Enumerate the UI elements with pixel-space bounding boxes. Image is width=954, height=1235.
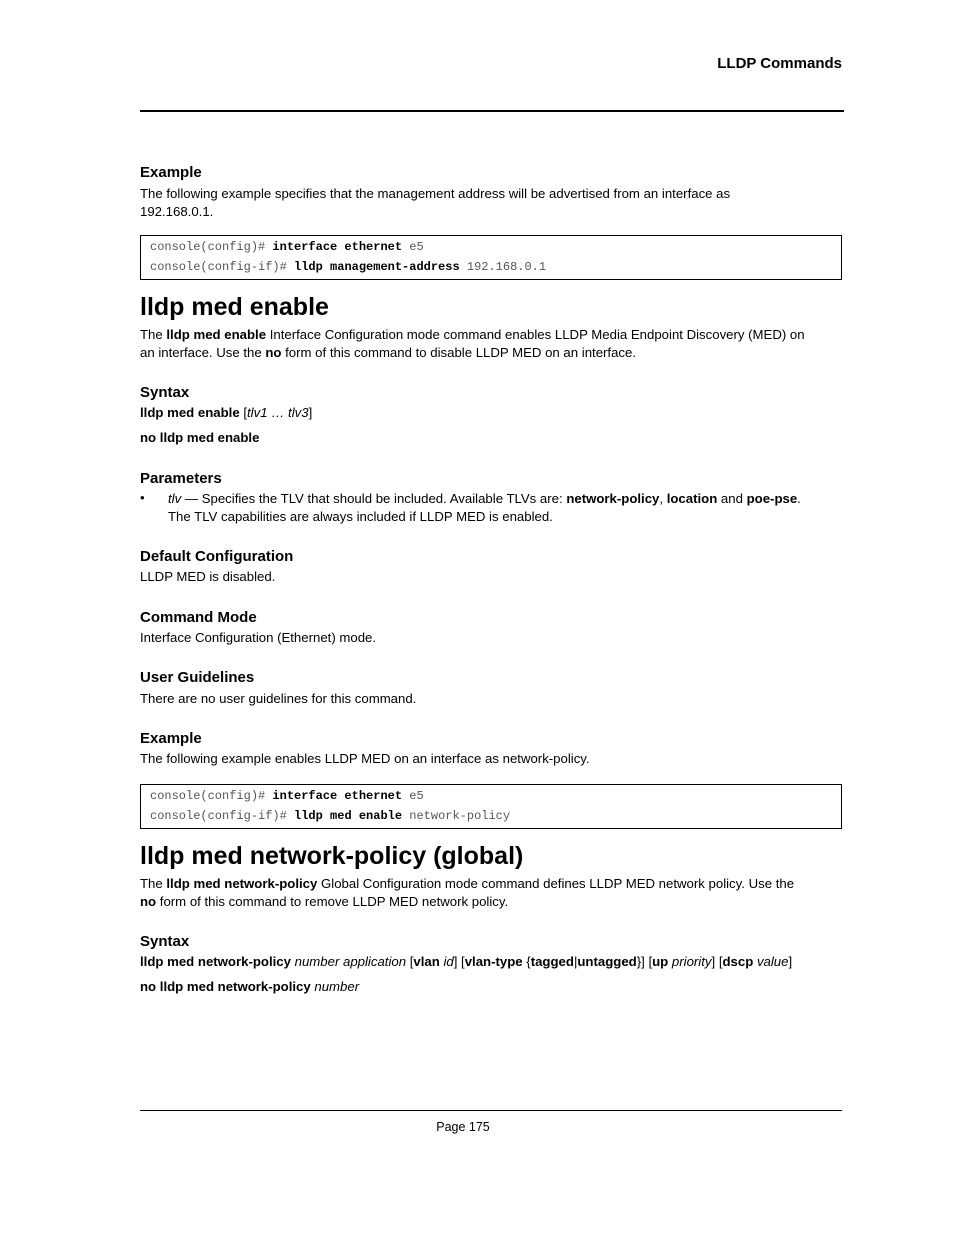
- intro-text: The: [140, 327, 167, 342]
- syntax-line: [140, 978, 842, 996]
- syntax-sep: [: [406, 954, 414, 969]
- intro-line2: [140, 344, 842, 362]
- syntax-arg: id: [443, 954, 454, 969]
- parameter-value: location: [666, 491, 718, 506]
- example-heading: Example: [140, 164, 202, 181]
- syntax-keyword: untagged: [577, 954, 637, 969]
- intro-bold: lldp med enable: [166, 327, 267, 342]
- syntax-command: no lldp med network-policy: [140, 979, 311, 994]
- syntax-sep: ] [: [711, 954, 723, 969]
- syntax-keyword: vlan: [413, 954, 440, 969]
- intro-paragraph: [140, 326, 842, 361]
- intro-line2: [140, 893, 842, 911]
- parameter-text: — Specifies the TLV that should be included. Available TLVs are:: [181, 491, 567, 506]
- footer-rule: [140, 1110, 842, 1111]
- syntax-line: [140, 404, 842, 422]
- header-rule: [140, 110, 844, 112]
- page-number: Page 175: [436, 1120, 490, 1134]
- code-prompt: console(config)#: [150, 240, 266, 254]
- syntax-ellipsis: …: [267, 405, 289, 420]
- guidelines-heading: User Guidelines: [140, 669, 255, 686]
- section-title: lldp med enable: [140, 293, 329, 321]
- intro-line1: [140, 326, 842, 344]
- syntax-sep: |: [573, 954, 578, 969]
- code-argument: e5: [409, 240, 424, 254]
- parameter-item: [168, 490, 848, 525]
- bullet-marker: •: [140, 490, 145, 505]
- code-argument: network-policy: [409, 809, 511, 823]
- code-command: lldp management-address: [294, 260, 460, 274]
- syntax-arg: number: [314, 979, 360, 994]
- intro-bold: lldp med network-policy: [166, 876, 318, 891]
- code-line: [150, 240, 424, 254]
- parameter-text: .: [797, 491, 801, 506]
- running-header: LLDP Commands: [717, 55, 842, 72]
- syntax-sep: ]: [788, 954, 793, 969]
- parameter-value: network-policy: [566, 491, 660, 506]
- example-heading: Example: [140, 730, 202, 747]
- parameter-line1: [168, 490, 848, 508]
- default-text: LLDP MED is disabled.: [140, 569, 276, 584]
- syntax-arg: number application: [294, 954, 407, 969]
- parameter-value: poe-pse: [746, 491, 798, 506]
- code-prompt: console(config)#: [150, 789, 266, 803]
- syntax-arg: tlv3: [288, 405, 309, 420]
- intro-text: form of this command to disable LLDP MED on an interface.: [281, 344, 637, 360]
- syntax-sep: }] [: [636, 954, 653, 969]
- syntax-arg: priority: [671, 954, 712, 969]
- example-text: The following example enables LLDP MED on an interface as network-policy.: [140, 751, 590, 766]
- syntax-bracket: ]: [308, 405, 313, 420]
- syntax-command: lldp med network-policy: [140, 954, 291, 969]
- code-line: [150, 809, 510, 823]
- example-text-line2: 192.168.0.1.: [140, 203, 214, 219]
- syntax-sep: {: [522, 954, 531, 969]
- example-text: [140, 185, 842, 220]
- mode-text: Interface Configuration (Ethernet) mode.: [140, 630, 377, 645]
- syntax-line: [140, 429, 842, 447]
- example-text-line1: The following example specifies that the management address will be advertised from an interface as: [140, 186, 731, 201]
- intro-text: The: [140, 876, 167, 891]
- parameter-text: ,: [659, 491, 667, 506]
- intro-bold: no: [265, 344, 282, 360]
- code-command: interface ethernet: [272, 240, 403, 254]
- syntax-keyword: dscp: [722, 954, 754, 969]
- syntax-line: [140, 953, 860, 971]
- syntax-arg: value: [756, 954, 789, 969]
- syntax-heading: Syntax: [140, 384, 190, 401]
- intro-line1: [140, 875, 842, 893]
- intro-text: Global Configuration mode command defines LLDP MED network policy. Use the: [317, 876, 795, 891]
- code-prompt: console(config-if)#: [150, 260, 287, 274]
- mode-heading: Command Mode: [140, 609, 257, 626]
- syntax-keyword: up: [652, 954, 669, 969]
- syntax-keyword: vlan-type: [464, 954, 523, 969]
- syntax-bracket: [: [239, 405, 247, 420]
- code-line: [150, 260, 546, 274]
- default-heading: Default Configuration: [140, 548, 294, 565]
- section-title: lldp med network-policy (global): [140, 842, 524, 870]
- code-line: [150, 789, 424, 803]
- parameters-heading: Parameters: [140, 470, 222, 487]
- syntax-command: lldp med enable: [140, 405, 240, 420]
- parameter-name: tlv: [168, 491, 182, 506]
- intro-paragraph: [140, 875, 842, 910]
- syntax-command: no lldp med enable: [140, 430, 260, 445]
- code-block: [140, 235, 842, 280]
- syntax-sep: ] [: [453, 954, 465, 969]
- intro-bold: no: [140, 893, 157, 909]
- code-command: interface ethernet: [272, 789, 403, 803]
- parameter-line2: The TLV capabilities are always included if LLDP MED is enabled.: [168, 508, 553, 524]
- code-argument: e5: [409, 789, 424, 803]
- syntax-arg: tlv1: [247, 405, 268, 420]
- code-command: lldp med enable: [294, 809, 403, 823]
- intro-text: an interface. Use the: [140, 344, 266, 360]
- intro-text: form of this command to remove LLDP MED network policy.: [156, 893, 509, 909]
- intro-text: Interface Configuration mode command enables LLDP Media Endpoint Discovery (MED) on: [266, 327, 805, 342]
- syntax-heading: Syntax: [140, 933, 190, 950]
- parameter-text: and: [717, 491, 747, 506]
- code-block: [140, 784, 842, 829]
- syntax-keyword: tagged: [530, 954, 574, 969]
- code-argument: 192.168.0.1: [466, 260, 547, 274]
- guidelines-text: There are no user guidelines for this command.: [140, 691, 417, 706]
- code-prompt: console(config-if)#: [150, 809, 287, 823]
